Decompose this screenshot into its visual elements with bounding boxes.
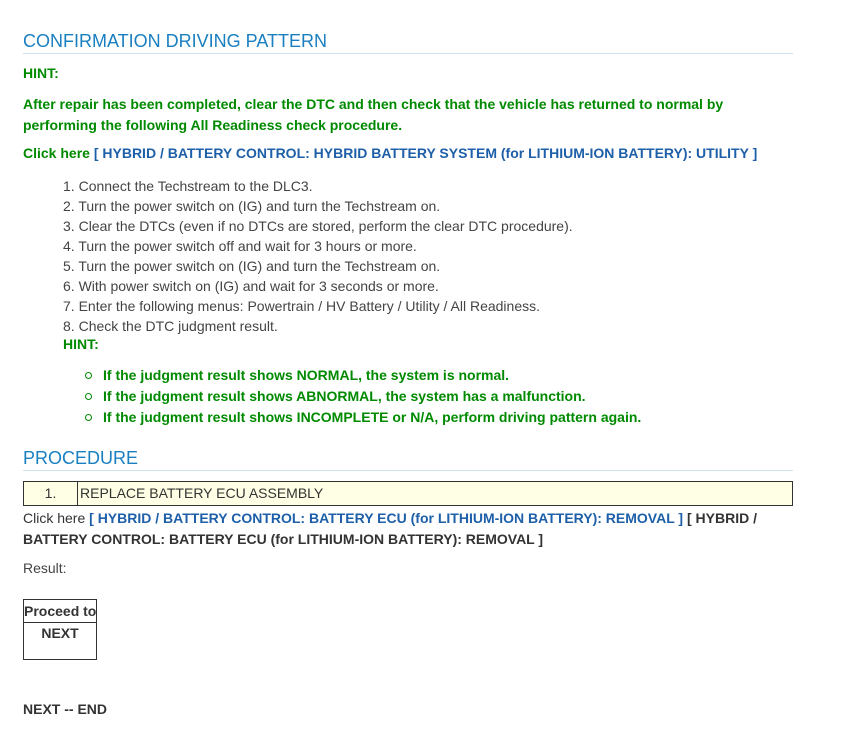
list-item: If the judgment result shows NORMAL, the system is normal. [85, 365, 641, 386]
utility-link[interactable]: [ HYBRID / BATTERY CONTROL: HYBRID BATTERY SYSTEM (for LITHIUM-ION BATTERY): UTILITY ] [93, 145, 758, 161]
utility-click-here-line [23, 145, 803, 161]
steps-list [23, 176, 573, 336]
list-item: 2. Turn the power switch on (IG) and turn the Techstream on. [63, 198, 441, 214]
proceed-value: NEXT [41, 625, 79, 641]
click-here-label: Click here [23, 145, 90, 161]
list-item: 7. Enter the following menus: Powertrain / HV Battery / Utility / All Readiness. [63, 298, 540, 314]
bullet-icon [85, 372, 92, 379]
click-here-label: Click here [23, 510, 86, 526]
next-end-label: NEXT -- END [23, 701, 107, 717]
list-item: 6. With power switch on (IG) and wait for 3 seconds or more. [63, 278, 439, 294]
bullet-icon [85, 414, 92, 421]
list-item: 1. Connect the Techstream to the DLC3. [63, 178, 313, 194]
proceed-table [23, 599, 97, 660]
list-item: 8. Check the DTC judgment result. [63, 318, 278, 334]
procedure-step-text: REPLACE BATTERY ECU ASSEMBLY [80, 485, 324, 501]
procedure-step-number: 1. [24, 482, 78, 505]
hint-label: HINT: [23, 65, 59, 81]
list-item: 4. Turn the power switch off and wait for 3 hours or more. [63, 238, 417, 254]
proceed-header: Proceed to [24, 600, 96, 623]
procedure-step-box [23, 481, 793, 506]
hint2-label: HINT: [63, 336, 99, 352]
confirmation-title: CONFIRMATION DRIVING PATTERN [23, 31, 793, 54]
results-list [85, 365, 641, 428]
result-label: Result: [23, 560, 67, 576]
list-item: 3. Clear the DTCs (even if no DTCs are stored, perform the clear DTC procedure). [63, 218, 573, 234]
bullet-icon [85, 393, 92, 400]
hint-paragraph: After repair has been completed, clear the DTC and then check that the vehicle has returned to normal by performing the following All Readiness check procedure. [23, 96, 724, 133]
list-item: 5. Turn the power switch on (IG) and turn the Techstream on. [63, 258, 441, 274]
removal-link[interactable]: [ HYBRID / BATTERY CONTROL: BATTERY ECU (for LITHIUM-ION BATTERY): REMOVAL ] [89, 510, 684, 526]
removal-click-here-line [23, 508, 793, 550]
list-item: If the judgment result shows ABNORMAL, the system has a malfunction. [85, 386, 641, 407]
removal-text: [ HYBRID / BATTERY CONTROL: BATTERY ECU (for LITHIUM-ION BATTERY): REMOVAL ] [23, 510, 757, 547]
list-item: If the judgment result shows INCOMPLETE or N/A, perform driving pattern again. [85, 407, 641, 428]
procedure-title: PROCEDURE [23, 448, 793, 471]
